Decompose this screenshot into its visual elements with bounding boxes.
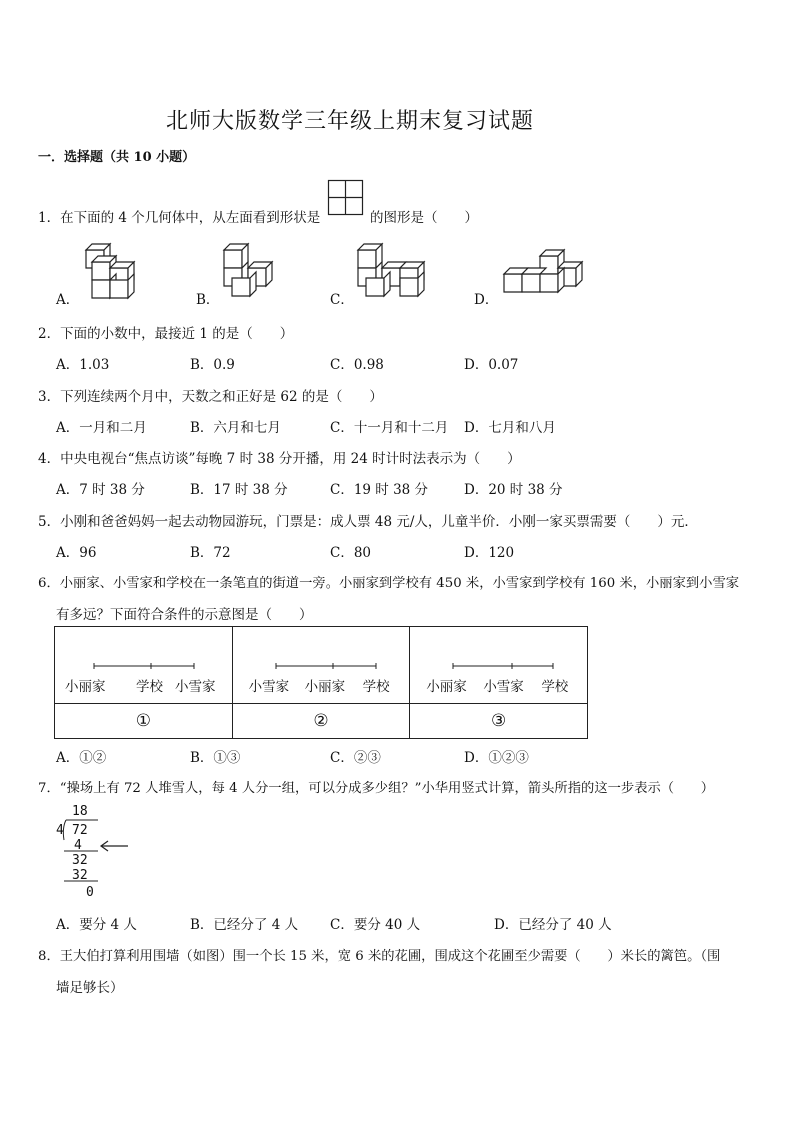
q4-option-a[interactable]: A．7 时 38 分 — [56, 482, 145, 498]
diagram-number: ② — [232, 704, 410, 739]
q5-option-d[interactable]: D．120 — [464, 545, 515, 561]
division-quotient: 18 — [72, 804, 88, 819]
division-step-product-2: 32 — [72, 868, 88, 883]
diagram-label: 学校 — [362, 679, 390, 695]
diagram-label: 小雪家 — [175, 679, 216, 695]
q3-option-c[interactable]: C．十一月和十二月 — [330, 420, 449, 436]
q4-option-b[interactable]: B．17 时 38 分 — [190, 482, 288, 498]
q5-option-a[interactable]: A．96 — [56, 545, 97, 561]
diagram-cell — [55, 627, 233, 704]
diagram-label: 小丽家 — [304, 679, 346, 695]
q7-option-c[interactable]: C．要分 40 人 — [330, 917, 421, 933]
street-line-diagram — [275, 661, 377, 671]
q2-option-b[interactable]: B．0.9 — [190, 357, 235, 373]
q6-stem-line2: 有多远？下面符合条件的示意图是（ ） — [56, 607, 313, 623]
page-title: 北师大版数学三年级上期末复习试题 — [165, 109, 534, 134]
q1-stem-end: 的图形是（ ） — [370, 210, 478, 226]
solid-b-figure — [222, 244, 274, 300]
q2-option-c[interactable]: C．0.98 — [330, 357, 384, 373]
q6-option-b[interactable]: B．①③ — [190, 750, 241, 766]
q6-stem-line1: 6．小丽家、小雪家和学校在一条笔直的街道一旁。小丽家到学校有 450 米，小雪家到学校有 160 米，小丽家到小雪家 — [38, 576, 740, 591]
q4-option-c[interactable]: C．19 时 38 分 — [330, 482, 429, 498]
q7-option-b[interactable]: B．已经分了 4 人 — [190, 917, 299, 933]
q3-option-b[interactable]: B．六月和七月 — [190, 420, 281, 436]
street-line-diagram — [452, 661, 554, 671]
section-heading: 一．选择题（共 10 小题） — [38, 150, 196, 165]
q7-stem: 7．“操场上有 72 人堆雪人，每 4 人分一组，可以分成多少组？”小华用竖式计算，箭头所指的这一步表示（ ） — [38, 781, 714, 796]
q2-option-a[interactable]: A．1.03 — [56, 357, 110, 373]
q6-option-c[interactable]: C．②③ — [330, 750, 381, 766]
arrow-left-icon — [98, 840, 130, 852]
diagram-label: 小雪家 — [483, 679, 524, 695]
division-step-product: 4 — [74, 838, 82, 853]
diagram-number: ③ — [410, 704, 588, 739]
q7-option-a[interactable]: A．要分 4 人 — [56, 917, 137, 933]
q5-option-c[interactable]: C．80 — [330, 545, 372, 561]
division-step-remainder: 32 — [72, 853, 88, 868]
q7-option-d[interactable]: D．已经分了 40 人 — [494, 917, 612, 933]
q6-diagram-table — [54, 626, 588, 739]
q2-option-d[interactable]: D．0.07 — [464, 357, 519, 373]
q8-stem-line2: 墙足够长） — [56, 980, 124, 996]
diagram-label: 学校 — [136, 679, 163, 695]
q1-stem: 1．在下面的 4 个几何体中，从左面看到形状是 — [38, 210, 321, 226]
division-dividend: 72 — [72, 823, 88, 838]
q4-option-d[interactable]: D．20 时 38 分 — [464, 482, 563, 498]
q1-option-b[interactable]: B． — [196, 292, 220, 308]
q1-option-c[interactable]: C． — [330, 292, 354, 308]
q3-option-d[interactable]: D．七月和八月 — [464, 420, 556, 436]
diagram-label: 小丽家 — [426, 679, 467, 695]
diagram-cell — [232, 627, 410, 704]
diagram-label: 小雪家 — [248, 679, 290, 695]
q6-option-a[interactable]: A．①② — [56, 750, 107, 766]
street-line-diagram — [93, 661, 195, 671]
q1-option-a[interactable]: A． — [56, 292, 80, 308]
diagram-cell — [410, 627, 588, 704]
q5-option-b[interactable]: B．72 — [190, 545, 231, 561]
division-divisor: 4 — [56, 823, 64, 838]
division-final-remainder: 0 — [86, 885, 94, 900]
q8-stem-line1: 8．王大伯打算利用围墙（如图）围一个长 15 米，宽 6 米的花圃，围成这个花圃至少需要（ ）米长的篱笆。（围 — [38, 949, 721, 964]
q3-option-a[interactable]: A．一月和二月 — [56, 420, 147, 436]
q1-option-d[interactable]: D． — [474, 292, 499, 308]
q3-stem: 3．下列连续两个月中，天数之和正好是 62 的是（ ） — [38, 389, 383, 405]
grid-square-icon — [328, 180, 364, 216]
diagram-number: ① — [55, 704, 233, 739]
solid-c-figure — [356, 244, 428, 300]
diagram-label: 学校 — [541, 679, 569, 695]
q5-stem: 5．小刚和爸爸妈妈一起去动物园游玩，门票是：成人票 48 元/人，儿童半价．小刚一家买票需要（ ）元． — [38, 514, 698, 530]
solid-d-figure — [502, 250, 582, 300]
q2-stem: 2．下面的小数中，最接近 1 的是（ ） — [38, 326, 294, 342]
solid-a-figure — [80, 244, 132, 300]
division-bracket — [60, 818, 160, 888]
q6-option-d[interactable]: D．①②③ — [464, 750, 529, 766]
diagram-label: 小丽家 — [65, 679, 106, 695]
q4-stem: 4．中央电视台“焦点访谈”每晚 7 时 38 分开播，用 24 时计时法表示为（ ） — [38, 451, 521, 467]
